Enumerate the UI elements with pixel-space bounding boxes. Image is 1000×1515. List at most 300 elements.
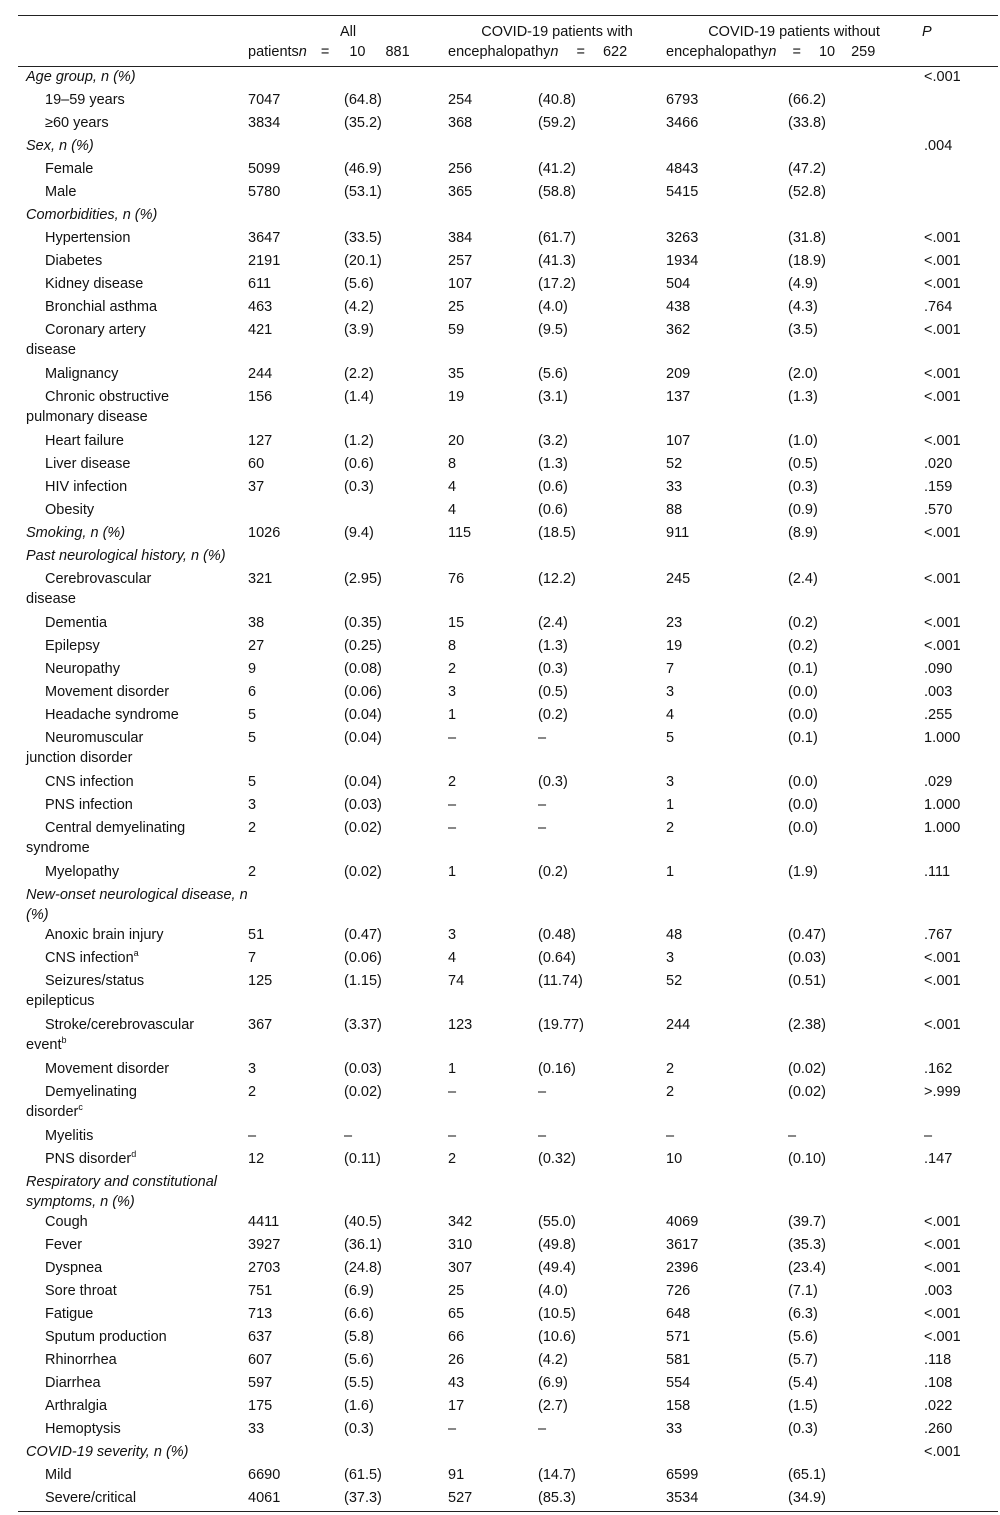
without-pct: (4.9) [788, 276, 818, 292]
with-pct: (41.3) [538, 253, 576, 269]
with-pct: (9.5) [538, 322, 568, 338]
p-value: <.001 [924, 1214, 961, 1230]
all-n: 2191 [248, 253, 281, 269]
p-value: <.001 [924, 253, 961, 269]
with-n: 3 [448, 684, 457, 700]
with-n: 91 [448, 1467, 465, 1483]
all-n: 2 [248, 864, 257, 880]
table-row [18, 500, 998, 523]
with-n: 2 [448, 774, 457, 790]
row-label-text: PNS disorder [45, 1151, 132, 1167]
table-row [18, 728, 998, 772]
without-n: 137 [666, 389, 691, 405]
with-pct: (4.0) [538, 1283, 568, 1299]
all-pct: (4.2) [344, 299, 374, 315]
all-n: 751 [248, 1283, 273, 1299]
without-pct: (35.3) [788, 1237, 826, 1253]
table-row [18, 1396, 998, 1419]
table-row [18, 1126, 998, 1149]
row-label [18, 1350, 248, 1373]
row-label-text: Fatigue [45, 1306, 94, 1322]
with-pct: (3.1) [538, 389, 568, 405]
all-n: 60 [248, 456, 265, 472]
row-label-text: Dyspnea [45, 1260, 103, 1276]
without-n: 48 [666, 927, 683, 943]
p-value [922, 1488, 998, 1512]
with-n: 59 [448, 322, 465, 338]
without-pct: (52.8) [788, 184, 826, 200]
p-value: <.001 [924, 615, 961, 631]
row-label [18, 387, 248, 431]
row-label-text: Myelopathy [45, 864, 120, 880]
all-pct: (1.2) [344, 433, 374, 449]
all-n: 12 [248, 1151, 265, 1167]
p-value: 1.000 [924, 797, 961, 813]
row-label-text: Arthralgia [45, 1398, 108, 1414]
section-with-n: 115 [448, 525, 472, 541]
table-row [18, 705, 998, 728]
row-label [18, 500, 248, 523]
p-value: <.001 [924, 571, 961, 587]
section-row [18, 1172, 998, 1212]
p-value: 1.000 [924, 820, 961, 836]
all-n: 6690 [248, 1467, 281, 1483]
with-n: 384 [448, 230, 473, 246]
without-n: 23 [666, 615, 683, 631]
all-pct: (40.5) [344, 1214, 382, 1230]
with-pct: – [538, 730, 547, 746]
section-p-value [922, 885, 998, 925]
with-pct: (0.2) [538, 864, 568, 880]
without-pct: (0.51) [788, 973, 826, 989]
with-n: 1 [448, 707, 457, 723]
without-pct: (4.3) [788, 299, 818, 315]
without-n: 3 [666, 774, 675, 790]
table-row [18, 1488, 998, 1512]
with-pct: (59.2) [538, 115, 576, 131]
table-row [18, 159, 998, 182]
row-label-continuation: disease [26, 342, 76, 358]
header-with-enc-line2: encephalopathyn = 622 [448, 44, 628, 60]
row-label-text: Diarrhea [45, 1375, 101, 1391]
table-row [18, 90, 998, 113]
row-label-text: Chronic obstructive [45, 389, 170, 405]
without-pct: (0.3) [788, 479, 818, 495]
all-pct: (0.04) [344, 730, 382, 746]
all-pct: (6.6) [344, 1306, 374, 1322]
all-n: 37 [248, 479, 265, 495]
with-pct: (17.2) [538, 276, 576, 292]
all-n: 7047 [248, 92, 281, 108]
with-n: 17 [448, 1398, 465, 1414]
all-pct: (36.1) [344, 1237, 382, 1253]
row-label [18, 320, 248, 364]
row-label [18, 1015, 248, 1059]
p-value: <.001 [924, 950, 961, 966]
with-n: – [448, 1084, 457, 1100]
footnote-marker: a [133, 948, 139, 959]
with-n: 107 [448, 276, 473, 292]
without-n: 571 [666, 1329, 691, 1345]
row-label [18, 431, 248, 454]
with-pct: (2.4) [538, 615, 568, 631]
with-n: 74 [448, 973, 465, 989]
table-row [18, 1465, 998, 1488]
with-pct: (0.32) [538, 1151, 576, 1167]
footnote-marker: b [61, 1035, 67, 1046]
with-pct: (58.8) [538, 184, 576, 200]
all-n: 127 [248, 433, 273, 449]
all-pct: (0.02) [344, 1084, 382, 1100]
row-label [18, 1488, 248, 1512]
row-label [18, 728, 248, 772]
all-n: 38 [248, 615, 265, 631]
all-pct: (53.1) [344, 184, 382, 200]
row-label-text: Myelitis [45, 1128, 94, 1144]
without-pct: (2.0) [788, 366, 818, 382]
row-label [18, 113, 248, 136]
row-label-text: Movement disorder [45, 684, 170, 700]
section-p-value: <.001 [924, 1444, 961, 1460]
footnote-marker: d [131, 1149, 137, 1160]
table-row [18, 431, 998, 454]
table-row [18, 113, 998, 136]
without-n: 581 [666, 1352, 691, 1368]
with-pct: (0.2) [538, 707, 568, 723]
section-row [18, 523, 998, 546]
with-pct: (55.0) [538, 1214, 576, 1230]
without-n: 438 [666, 299, 691, 315]
with-n: 527 [448, 1490, 473, 1506]
row-label-text: Hypertension [45, 230, 131, 246]
row-label [18, 772, 248, 795]
with-n: 2 [448, 1151, 457, 1167]
section-label: New-onset neurological disease, n (%) [26, 887, 248, 923]
section-p-value: <.001 [924, 525, 961, 541]
without-n: 245 [666, 571, 691, 587]
with-pct: (61.7) [538, 230, 576, 246]
section-p-value [922, 1172, 998, 1212]
all-pct: (5.8) [344, 1329, 374, 1345]
with-pct: (6.9) [538, 1375, 568, 1391]
without-n: 33 [666, 479, 683, 495]
all-n: 5780 [248, 184, 281, 200]
row-label [18, 159, 248, 182]
table-row [18, 795, 998, 818]
table-row [18, 251, 998, 274]
table-row [18, 274, 998, 297]
all-n: 175 [248, 1398, 273, 1414]
without-pct: (18.9) [788, 253, 826, 269]
row-label [18, 925, 248, 948]
row-label-text: Obesity [45, 502, 95, 518]
table-row [18, 364, 998, 387]
with-pct: – [538, 1128, 547, 1144]
row-label-text: Heart failure [45, 433, 124, 449]
without-pct: (1.9) [788, 864, 818, 880]
row-label [18, 1059, 248, 1082]
row-label-text: Anoxic brain injury [45, 927, 164, 943]
table-row [18, 862, 998, 885]
row-label-text: 19–59 years [45, 92, 125, 108]
row-label [18, 477, 248, 500]
all-n: 4061 [248, 1490, 281, 1506]
table-row [18, 682, 998, 705]
without-n: 158 [666, 1398, 691, 1414]
with-n: 43 [448, 1375, 465, 1391]
all-pct: (33.5) [344, 230, 382, 246]
row-label [18, 569, 248, 613]
with-n: 3 [448, 927, 457, 943]
p-value [922, 113, 998, 136]
table-row [18, 569, 998, 613]
with-n: – [448, 820, 457, 836]
header-without-enc-line1: COVID-19 patients without [708, 24, 880, 40]
without-pct: (0.0) [788, 684, 818, 700]
row-label-text: CNS infection [45, 950, 134, 966]
row-label [18, 1373, 248, 1396]
without-n: 1 [666, 864, 675, 880]
row-label [18, 971, 248, 1015]
all-n: 2 [248, 820, 257, 836]
without-pct: (0.03) [788, 950, 826, 966]
p-value: <.001 [924, 366, 961, 382]
with-n: – [448, 1128, 457, 1144]
without-n: 2 [666, 820, 675, 836]
p-value: <.001 [924, 973, 961, 989]
all-n: 5 [248, 774, 257, 790]
table-row [18, 1304, 998, 1327]
all-pct: (5.6) [344, 1352, 374, 1368]
all-n: 2703 [248, 1260, 281, 1276]
row-label [18, 682, 248, 705]
without-n: 209 [666, 366, 691, 382]
all-n: 3927 [248, 1237, 281, 1253]
row-label-text: Neuromuscular [45, 730, 144, 746]
with-n: 25 [448, 1283, 465, 1299]
without-n: 3534 [666, 1490, 699, 1506]
p-value: <.001 [924, 1329, 961, 1345]
without-pct: (47.2) [788, 161, 826, 177]
p-value [922, 1465, 998, 1488]
table-row [18, 971, 998, 1015]
row-label [18, 1419, 248, 1442]
row-label-text: Central demyelinating [45, 820, 186, 836]
p-value: >.999 [924, 1084, 961, 1100]
without-n: 52 [666, 973, 683, 989]
all-n [248, 500, 344, 523]
table-header [18, 16, 998, 67]
section-label: COVID-19 severity, n (%) [26, 1444, 189, 1460]
without-n: 554 [666, 1375, 691, 1391]
all-pct: (0.08) [344, 661, 382, 677]
p-value [922, 159, 998, 182]
row-label-text: Liver disease [45, 456, 131, 472]
row-label [18, 182, 248, 205]
header-all-patients-line2: patientsn = 10 881 [248, 44, 410, 60]
all-pct: (1.6) [344, 1398, 374, 1414]
all-n: 421 [248, 322, 273, 338]
row-label [18, 659, 248, 682]
all-n: 156 [248, 389, 273, 405]
without-pct: (0.9) [788, 502, 818, 518]
row-label-continuation: disorder$^c$ [26, 1102, 83, 1120]
table-row [18, 948, 998, 971]
without-n: 10 [666, 1151, 683, 1167]
p-value [922, 90, 998, 113]
all-pct: (0.6) [344, 456, 374, 472]
with-n: 1 [448, 1061, 457, 1077]
without-pct: (34.9) [788, 1490, 826, 1506]
all-n: 51 [248, 927, 265, 943]
header-p-value: P [922, 24, 932, 40]
without-pct: (5.4) [788, 1375, 818, 1391]
row-label-text: Female [45, 161, 94, 177]
p-value: .090 [924, 661, 953, 677]
without-n: 19 [666, 638, 683, 654]
with-n: 2 [448, 661, 457, 677]
with-pct: (0.64) [538, 950, 576, 966]
row-label [18, 364, 248, 387]
with-n: 257 [448, 253, 473, 269]
with-n: – [448, 797, 457, 813]
row-label-text: Male [45, 184, 77, 200]
all-pct: (0.35) [344, 615, 382, 631]
without-n: 4069 [666, 1214, 699, 1230]
p-value: .162 [924, 1061, 953, 1077]
row-label-text: Hemoptysis [45, 1421, 121, 1437]
row-label-continuation: epilepticus [26, 993, 95, 1009]
with-n: 365 [448, 184, 473, 200]
all-pct: (20.1) [344, 253, 382, 269]
header-with-enc-line1: COVID-19 patients with [481, 24, 633, 40]
section-without-pct: (8.9) [788, 525, 818, 541]
without-n: 88 [666, 502, 683, 518]
with-pct: (0.3) [538, 661, 568, 677]
p-value: <.001 [924, 1260, 961, 1276]
with-n: 307 [448, 1260, 473, 1276]
table-row [18, 1212, 998, 1235]
row-label-text: Movement disorder [45, 1061, 170, 1077]
table-row [18, 925, 998, 948]
all-pct: (5.5) [344, 1375, 374, 1391]
row-label [18, 228, 248, 251]
section-all-n: 1026 [248, 525, 281, 541]
all-n: 244 [248, 366, 273, 382]
all-pct [344, 500, 448, 523]
p-value: .022 [924, 1398, 953, 1414]
all-pct: (46.9) [344, 161, 382, 177]
row-label [18, 454, 248, 477]
without-pct: (5.7) [788, 1352, 818, 1368]
row-label [18, 1082, 248, 1126]
with-n: 1 [448, 864, 457, 880]
without-n: 1934 [666, 253, 699, 269]
row-label [18, 948, 248, 971]
section-row [18, 67, 998, 91]
all-pct: (24.8) [344, 1260, 382, 1276]
row-label-text: CNS infection [45, 774, 134, 790]
all-n: 9 [248, 661, 257, 677]
with-pct: (85.3) [538, 1490, 576, 1506]
all-pct: – [344, 1128, 353, 1144]
without-n: 3 [666, 950, 675, 966]
p-value: – [924, 1128, 933, 1144]
with-n: 123 [448, 1017, 473, 1033]
with-n: – [448, 730, 457, 746]
header-all-patients-line1: All [339, 24, 357, 40]
table-body [18, 67, 998, 1512]
without-pct: (1.0) [788, 433, 818, 449]
table-row [18, 1419, 998, 1442]
row-label-text: Malignancy [45, 366, 119, 382]
all-pct: (64.8) [344, 92, 382, 108]
p-value: .003 [924, 684, 953, 700]
section-row [18, 885, 998, 925]
table-row [18, 1235, 998, 1258]
without-pct: (0.0) [788, 707, 818, 723]
table-row [18, 1082, 998, 1126]
row-label [18, 1304, 248, 1327]
with-pct: (19.77) [538, 1017, 584, 1033]
section-label: Respiratory and constitutional symptoms, n (%) [26, 1174, 218, 1210]
with-n: 342 [448, 1214, 473, 1230]
table-row [18, 1350, 998, 1373]
section-row [18, 205, 998, 228]
with-n: 76 [448, 571, 465, 587]
table-row [18, 228, 998, 251]
all-pct: (0.11) [344, 1151, 381, 1167]
table-row [18, 636, 998, 659]
row-label-continuation: syndrome [26, 840, 90, 856]
all-pct: (0.47) [344, 927, 382, 943]
without-pct: (6.3) [788, 1306, 818, 1322]
all-pct: (0.02) [344, 820, 382, 836]
without-n: 648 [666, 1306, 691, 1322]
all-n: – [248, 1128, 257, 1144]
p-value: <.001 [924, 1017, 961, 1033]
with-pct: (3.2) [538, 433, 568, 449]
section-p-value [922, 205, 998, 228]
without-n: 3617 [666, 1237, 699, 1253]
without-pct: (0.10) [788, 1151, 826, 1167]
header-without-enc-line2: encephalopathyn = 10 259 [666, 44, 876, 60]
with-pct: (0.48) [538, 927, 576, 943]
p-value: .029 [924, 774, 953, 790]
without-n: 2 [666, 1061, 675, 1077]
row-label [18, 1327, 248, 1350]
p-value: 1.000 [924, 730, 961, 746]
p-value: <.001 [924, 389, 961, 405]
with-n: 20 [448, 433, 465, 449]
row-label [18, 818, 248, 862]
all-pct: (0.3) [344, 1421, 374, 1437]
row-label [18, 274, 248, 297]
all-n: 597 [248, 1375, 273, 1391]
with-n: 26 [448, 1352, 465, 1368]
row-label [18, 1126, 248, 1149]
without-n: 6793 [666, 92, 699, 108]
without-n: 33 [666, 1421, 683, 1437]
section-all-pct: (9.4) [344, 525, 374, 541]
without-n: 244 [666, 1017, 691, 1033]
without-pct: (1.3) [788, 389, 818, 405]
table-row [18, 1015, 998, 1059]
with-n: 4 [448, 502, 457, 518]
all-n: 27 [248, 638, 265, 654]
section-p-value: <.001 [924, 69, 961, 85]
row-label-text: Stroke/cerebrovascular [45, 1017, 195, 1033]
